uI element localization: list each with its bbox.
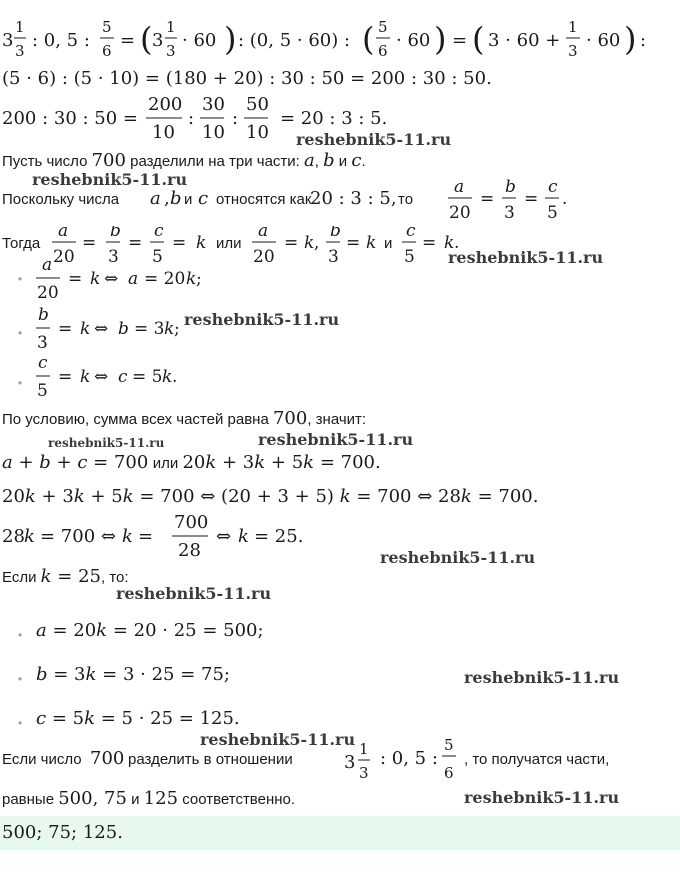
svg-text::: : — [188, 108, 195, 129]
svg-text:28: 28 — [2, 526, 25, 547]
formula-line-18 — [2, 734, 678, 784]
svg-text::: : — [640, 30, 647, 51]
svg-text:3: 3 — [2, 30, 14, 51]
svg-text:(: ( — [472, 20, 485, 58]
svg-text:3: 3 — [108, 247, 119, 267]
bullet-marker: • — [18, 326, 23, 340]
svg-text:,: , — [314, 233, 320, 253]
svg-text:= 20 : 3 : 5.: = 20 : 3 : 5. — [280, 108, 388, 129]
svg-text:=: = — [346, 233, 361, 253]
svg-text:: 0, 5 :: : 0, 5 : — [380, 748, 438, 769]
solution-line-9 — [36, 354, 256, 407]
svg-text:⇔: ⇔ — [94, 319, 109, 339]
svg-text:): ) — [434, 20, 447, 58]
svg-text:=: = — [68, 269, 83, 289]
svg-text:k: k — [196, 233, 207, 253]
svg-text:· 60: · 60 — [396, 30, 431, 51]
svg-text:k: k — [24, 526, 35, 547]
svg-text:c: c — [118, 367, 128, 387]
svg-text:700: 700 — [90, 748, 125, 769]
svg-text:b: b — [110, 226, 121, 241]
svg-text:1: 1 — [166, 18, 176, 36]
svg-text:c: c — [198, 188, 209, 209]
svg-text:· 60: · 60 — [182, 30, 217, 51]
svg-text:3: 3 — [568, 42, 578, 60]
watermark: reshebnik5-11.ru — [464, 788, 620, 807]
svg-text:1: 1 — [568, 18, 578, 36]
svg-text:3: 3 — [166, 42, 176, 60]
svg-text:⇔: ⇔ — [94, 367, 109, 387]
answer-text: 500; 75; 125. — [2, 822, 123, 843]
watermark: reshebnik5-11.ru — [116, 584, 272, 603]
svg-text:5: 5 — [547, 203, 558, 223]
solution-line-14: Если k = 25, то: — [2, 566, 129, 587]
svg-text:= 3: = 3 — [134, 319, 165, 339]
svg-text:5: 5 — [378, 18, 388, 36]
bullet-marker: • — [18, 376, 23, 390]
svg-text:): ) — [224, 20, 237, 58]
svg-text:a: a — [150, 188, 161, 209]
svg-text:=: = — [452, 30, 468, 51]
svg-text:): ) — [624, 20, 637, 58]
svg-text:a: a — [454, 178, 465, 197]
svg-text:6: 6 — [378, 42, 388, 60]
svg-text:= 20: = 20 — [144, 269, 186, 289]
solution-line-15: a = 20k = 20 · 25 = 500; — [36, 620, 264, 641]
svg-text:k: k — [80, 319, 91, 339]
svg-text:=: = — [422, 233, 437, 253]
svg-text:=: = — [524, 189, 539, 209]
svg-text:=: = — [128, 233, 143, 253]
svg-text:3: 3 — [359, 764, 369, 782]
svg-text:10: 10 — [246, 122, 269, 143]
svg-text:,: , — [164, 188, 170, 209]
svg-text:b: b — [38, 306, 49, 325]
bullet-marker: • — [18, 672, 23, 686]
svg-text:Если число: Если число — [2, 751, 82, 768]
watermark: reshebnik5-11.ru — [448, 248, 604, 267]
svg-text:a: a — [258, 226, 269, 241]
svg-text:6: 6 — [102, 42, 112, 60]
svg-text:28: 28 — [178, 540, 201, 561]
svg-text:= 700 ⇔: = 700 ⇔ — [40, 526, 116, 547]
svg-text:Поскольку числа: Поскольку числа — [2, 191, 120, 208]
svg-text:=: = — [58, 319, 73, 339]
bullet-marker: • — [18, 716, 23, 730]
watermark: reshebnik5-11.ru — [296, 130, 452, 149]
svg-text:= 25.: = 25. — [254, 526, 304, 547]
svg-text:=: = — [120, 30, 136, 51]
svg-text:или: или — [216, 235, 242, 252]
svg-text:k: k — [304, 233, 315, 253]
svg-text:=: = — [82, 233, 97, 253]
svg-text:6: 6 — [444, 764, 454, 782]
solution-line-2: (5 · 6) : (5 · 10) = (180 + 20) : 30 : 50 = 200 : 30 : 50. — [2, 68, 492, 89]
svg-text:30: 30 — [202, 94, 225, 115]
svg-text:c: c — [406, 226, 416, 241]
svg-text:b: b — [505, 178, 516, 197]
svg-text:200: 200 — [148, 94, 183, 115]
svg-text:разделить в отношении: разделить в отношении — [128, 751, 293, 768]
svg-text:3: 3 — [37, 333, 48, 353]
svg-text:20: 20 — [37, 283, 59, 303]
svg-text:c: c — [548, 178, 558, 197]
bullet-marker: • — [18, 628, 23, 642]
svg-text:k: k — [444, 233, 455, 253]
solution-line-11: a + b + c = 700 или 20k + 3k + 5k = 700. — [2, 452, 381, 473]
svg-text:1: 1 — [359, 740, 369, 758]
svg-text:, то получатся части,: , то получатся части, — [464, 751, 610, 768]
svg-text:5: 5 — [37, 381, 48, 401]
solution-line-19: равные 500, 75 и 125 соответственно. — [2, 788, 296, 809]
svg-text:⇔: ⇔ — [104, 269, 119, 289]
svg-text:и: и — [384, 235, 393, 252]
formula-line-9 — [36, 354, 256, 402]
svg-text:3: 3 — [344, 752, 356, 773]
svg-text:a: a — [42, 256, 53, 275]
solution-line-13 — [2, 512, 342, 567]
svg-text:20 : 3 : 5,: 20 : 3 : 5, — [310, 188, 397, 209]
svg-text:20: 20 — [53, 247, 75, 267]
svg-text:=: = — [172, 233, 187, 253]
svg-text::: : — [232, 108, 239, 129]
svg-text:b: b — [330, 226, 341, 241]
svg-text:k: k — [238, 526, 249, 547]
svg-text:= 5: = 5 — [132, 367, 163, 387]
solution-line-7 — [36, 256, 256, 309]
svg-text:3: 3 — [152, 30, 164, 51]
svg-text:: (0, 5 · 60) :: : (0, 5 · 60) : — [238, 30, 351, 51]
svg-text:.: . — [454, 233, 460, 253]
svg-text:a: a — [128, 269, 139, 289]
svg-text:· 60: · 60 — [586, 30, 621, 51]
svg-text:10: 10 — [152, 122, 175, 143]
svg-text:k: k — [162, 367, 173, 387]
svg-text:3 · 60 +: 3 · 60 + — [488, 30, 561, 51]
solution-line-17: c = 5k = 5 · 25 = 125. — [36, 708, 240, 729]
svg-text:k: k — [122, 526, 133, 547]
svg-text:=: = — [58, 367, 73, 387]
svg-text:50: 50 — [246, 94, 269, 115]
svg-text:;: ; — [196, 269, 202, 289]
svg-text:то: то — [398, 191, 414, 208]
watermark: reshebnik5-11.ru — [258, 430, 414, 449]
svg-text:5: 5 — [152, 247, 163, 267]
formula-line-13 — [2, 512, 342, 562]
svg-text:b: b — [118, 319, 129, 339]
solution-line-1 — [2, 12, 680, 73]
solution-line-16: b = 3k = 3 · 25 = 75; — [36, 664, 230, 685]
svg-text:3: 3 — [15, 42, 25, 60]
svg-text:=: = — [138, 526, 154, 547]
svg-text:c: c — [154, 226, 164, 241]
watermark: reshebnik5-11.ru — [48, 436, 165, 450]
solution-line-18 — [2, 734, 678, 789]
formula-line-1 — [2, 12, 680, 68]
svg-text:=: = — [284, 233, 299, 253]
solution-line-4: Пусть число 700 разделили на три части: a, b и c. — [2, 150, 366, 171]
watermark: reshebnik5-11.ru — [200, 730, 356, 749]
svg-text:k: k — [186, 269, 197, 289]
answer-box — [0, 816, 680, 850]
svg-text:5: 5 — [102, 18, 112, 36]
svg-text:k: k — [164, 319, 175, 339]
svg-text:3: 3 — [328, 247, 339, 267]
svg-text:(: ( — [140, 20, 153, 58]
svg-text:20: 20 — [449, 203, 471, 223]
svg-text:k: k — [80, 367, 91, 387]
watermark: reshebnik5-11.ru — [32, 170, 188, 189]
svg-text:(: ( — [362, 20, 375, 58]
svg-text:700: 700 — [174, 512, 209, 533]
svg-text:относятся как: относятся как — [216, 191, 312, 208]
formula-line-7 — [36, 256, 256, 304]
svg-text:и: и — [184, 191, 193, 208]
svg-text:a: a — [58, 226, 69, 241]
svg-text:5: 5 — [444, 736, 454, 754]
svg-text:1: 1 — [15, 18, 25, 36]
svg-text:;: ; — [174, 319, 180, 339]
solution-line-12: 20k + 3k + 5k = 700 ⇔ (20 + 3 + 5) k = 700 ⇔ 28k = 700. — [2, 486, 539, 507]
svg-text:⇔: ⇔ — [216, 526, 232, 547]
watermark: reshebnik5-11.ru — [380, 548, 536, 567]
svg-text:k: k — [366, 233, 377, 253]
svg-text:: 0, 5 :: : 0, 5 : — [32, 30, 90, 51]
svg-text:10: 10 — [202, 122, 225, 143]
svg-text:Тогда: Тогда — [2, 235, 41, 252]
svg-text:3: 3 — [504, 203, 515, 223]
svg-text:200 : 30 : 50 =: 200 : 30 : 50 = — [2, 108, 138, 129]
svg-text:.: . — [562, 189, 568, 209]
solution-line-10: По условию, сумма всех частей равна 700, значит: — [2, 408, 367, 429]
svg-text:20: 20 — [253, 247, 275, 267]
svg-text:=: = — [480, 189, 495, 209]
svg-text:k: k — [90, 269, 101, 289]
svg-text:.: . — [172, 367, 178, 387]
watermark: reshebnik5-11.ru — [184, 310, 340, 329]
svg-text:5: 5 — [404, 247, 415, 267]
svg-text:b: b — [170, 188, 182, 209]
watermark: reshebnik5-11.ru — [464, 668, 620, 687]
solution-line-5 — [2, 178, 622, 231]
bullet-marker: • — [18, 272, 23, 286]
svg-text:c: c — [38, 354, 48, 373]
formula-line-5 — [2, 178, 622, 226]
